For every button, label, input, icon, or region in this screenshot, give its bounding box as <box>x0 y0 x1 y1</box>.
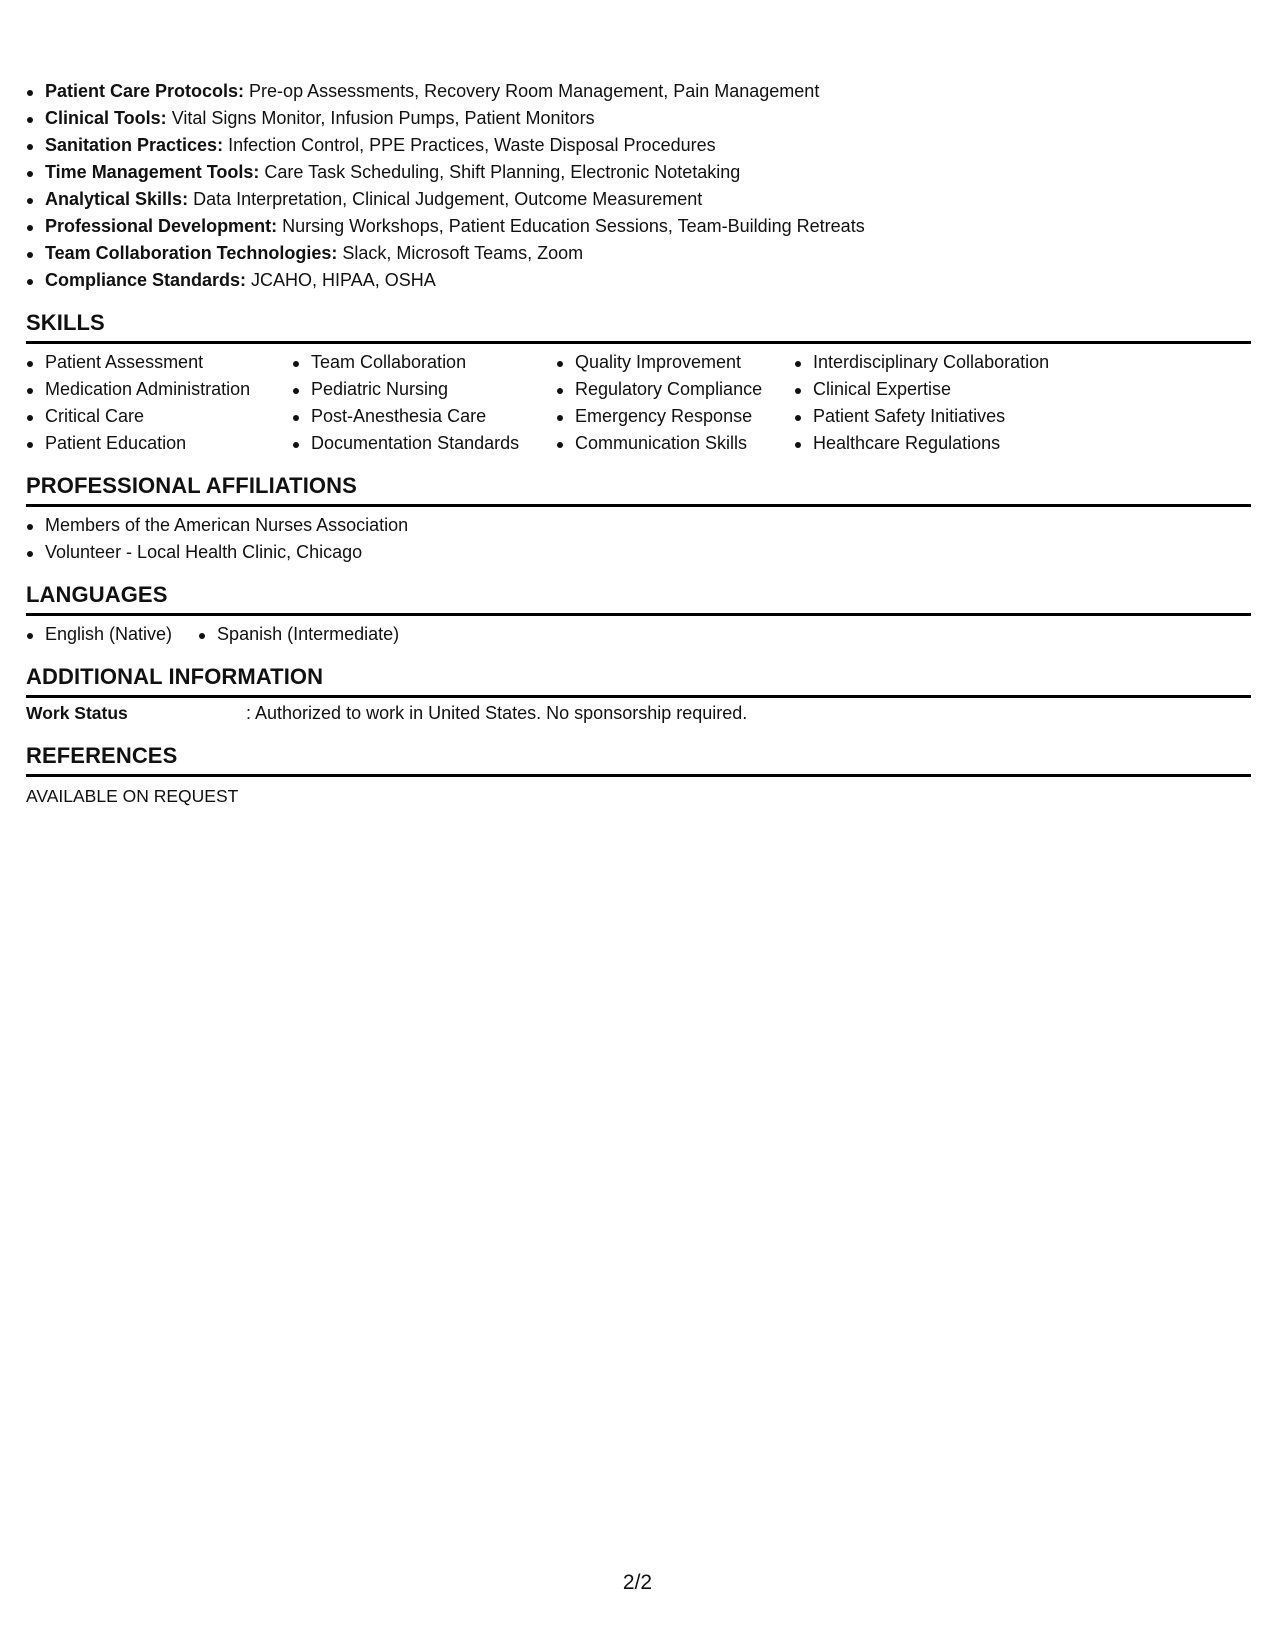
item-value: Nursing Workshops, Patient Education Sessions, Team-Building Retreats <box>277 216 865 236</box>
list-item <box>26 186 1251 213</box>
skill-item: Patient Safety Initiatives <box>794 403 1094 430</box>
section-title-languages: LANGUAGES <box>26 582 1251 616</box>
skill-item: Medication Administration <box>26 376 292 403</box>
section-title-skills: SKILLS <box>26 310 1251 344</box>
skills-column <box>556 349 794 457</box>
skills-grid <box>26 349 1251 457</box>
affiliations-list <box>26 512 1251 566</box>
references-section <box>26 743 1251 810</box>
item-label: Time Management Tools: <box>45 162 260 182</box>
skill-item: Quality Improvement <box>556 349 794 376</box>
item-label: Professional Development: <box>45 216 278 236</box>
skill-item: Interdisciplinary Collaboration <box>794 349 1094 376</box>
item-value: Pre-op Assessments, Recovery Room Management, Pain Management <box>244 81 820 101</box>
list-item <box>26 240 1251 267</box>
item-label: Compliance Standards: <box>45 270 247 290</box>
skill-item: Post-Anesthesia Care <box>292 403 556 430</box>
technical-skills-list <box>26 78 1251 294</box>
section-title-references: REFERENCES <box>26 743 1251 777</box>
item-value: Infection Control, PPE Practices, Waste Disposal Procedures <box>223 135 716 155</box>
languages-list <box>26 621 1251 648</box>
work-status-label: Work Status <box>26 703 128 723</box>
list-item <box>26 159 1251 186</box>
skill-item: Healthcare Regulations <box>794 430 1094 457</box>
item-label: Patient Care Protocols: <box>45 81 245 101</box>
skill-item: Patient Education <box>26 430 292 457</box>
skills-column <box>26 349 292 457</box>
item-label: Team Collaboration Technologies: <box>45 243 338 263</box>
resume-page <box>26 78 1251 810</box>
skill-item: Regulatory Compliance <box>556 376 794 403</box>
skills-column <box>794 349 1094 457</box>
item-label: Analytical Skills: <box>45 189 189 209</box>
section-title-affiliations: PROFESSIONAL AFFILIATIONS <box>26 473 1251 507</box>
page-number: 2/2 <box>622 1571 653 1594</box>
language-item: Spanish (Intermediate) <box>198 621 399 648</box>
skills-column <box>292 349 556 457</box>
item-value: Vital Signs Monitor, Infusion Pumps, Patient Monitors <box>166 108 595 128</box>
skill-item: Clinical Expertise <box>794 376 1094 403</box>
languages-section <box>26 582 1251 648</box>
item-label: Clinical Tools: <box>45 108 167 128</box>
section-title-additional-info: ADDITIONAL INFORMATION <box>26 664 1251 698</box>
skill-item: Patient Assessment <box>26 349 292 376</box>
work-status-row <box>26 700 1251 727</box>
list-item <box>26 267 1251 294</box>
item-label: Sanitation Practices: <box>45 135 224 155</box>
work-status-value: : Authorized to work in United States. No sponsorship required. <box>246 703 748 723</box>
skill-item: Critical Care <box>26 403 292 430</box>
language-item: English (Native) <box>26 621 172 648</box>
skill-item: Team Collaboration <box>292 349 556 376</box>
skill-item: Emergency Response <box>556 403 794 430</box>
skills-section <box>26 310 1251 457</box>
additional-info-section <box>26 664 1251 727</box>
references-text: AVAILABLE ON REQUEST <box>26 786 239 806</box>
list-item <box>26 105 1251 132</box>
skill-item: Communication Skills <box>556 430 794 457</box>
skill-item: Pediatric Nursing <box>292 376 556 403</box>
item-value: Data Interpretation, Clinical Judgement, Outcome Measurement <box>188 189 703 209</box>
affiliation-item: Members of the American Nurses Association <box>26 512 1251 539</box>
list-item <box>26 78 1251 105</box>
affiliation-item: Volunteer - Local Health Clinic, Chicago <box>26 539 1251 566</box>
list-item <box>26 132 1251 159</box>
skill-item: Documentation Standards <box>292 430 556 457</box>
item-value: Slack, Microsoft Teams, Zoom <box>337 243 584 263</box>
item-value: Care Task Scheduling, Shift Planning, Electronic Notetaking <box>259 162 741 182</box>
list-item <box>26 213 1251 240</box>
affiliations-section <box>26 473 1251 566</box>
item-value: JCAHO, HIPAA, OSHA <box>246 270 436 290</box>
